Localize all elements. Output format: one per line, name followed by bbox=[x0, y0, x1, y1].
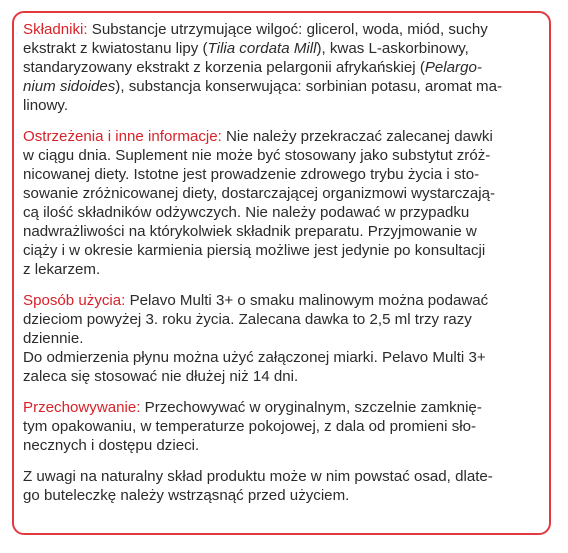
section-usage bbox=[23, 291, 543, 386]
latin-name: Pelargo- bbox=[424, 59, 482, 76]
text-line: dziennie. bbox=[23, 330, 84, 347]
text-line: necznych i dostępu dzieci. bbox=[23, 437, 200, 454]
leaflet-text bbox=[23, 20, 543, 505]
text-line bbox=[23, 20, 543, 39]
text-fragment: ekstrakt z kwiatostanu lipy ( bbox=[23, 40, 208, 57]
text-line: z lekarzem. bbox=[23, 261, 101, 278]
section-label: Przechowywanie: bbox=[23, 399, 141, 416]
section-label: Składniki: bbox=[23, 21, 88, 38]
section-label: Sposób użycia: bbox=[23, 292, 126, 309]
text-line bbox=[23, 77, 543, 96]
text-fragment: ), kwas L-askorbinowy, bbox=[316, 40, 469, 57]
text-line: zaleca się stosować nie dłużej niż 14 dni. bbox=[23, 368, 299, 385]
text-line: Do odmierzenia płynu można użyć załączonej miarki. Pelavo Multi 3+ bbox=[23, 349, 486, 366]
text-line: Z uwagi na naturalny skład produktu może w nim powstać osad, dlate- bbox=[23, 468, 493, 485]
text-line: nicowanej diety. Istotne jest prowadzenie zdrowego trybu życia i sto- bbox=[23, 166, 480, 183]
section-warnings bbox=[23, 127, 543, 279]
text-line: w ciągu dnia. Suplement nie może być stosowany jako substytut zróż- bbox=[23, 147, 491, 164]
text-fragment: standaryzowany ekstrakt z korzenia pelargonii afrykańskiej ( bbox=[23, 59, 425, 76]
text-line bbox=[23, 39, 543, 58]
text-fragment: Substancje utrzymujące wilgoć: glicerol, woda, miód, suchy bbox=[87, 21, 488, 38]
text-line: linowy. bbox=[23, 97, 69, 114]
section-label: Ostrzeżenia i inne informacje: bbox=[23, 128, 222, 145]
text-line: dzieciom powyżej 3. roku życia. Zalecana dawka to 2,5 ml trzy razy bbox=[23, 311, 472, 328]
text-fragment: ), substancja konserwująca: sorbinian potasu, aromat ma- bbox=[115, 78, 503, 95]
text-line: sowanie zróżnicowanej diety, dostarczającej organizmowi wystarczają- bbox=[23, 185, 496, 202]
text-line bbox=[23, 398, 543, 417]
section-ingredients bbox=[23, 20, 543, 115]
latin-name: nium sidoides bbox=[23, 78, 116, 95]
latin-name: Tilia cordata Mill bbox=[207, 40, 317, 57]
section-storage bbox=[23, 398, 543, 455]
text-line bbox=[23, 291, 543, 310]
text-line: cą ilość składników odżywczych. Nie należy podawać w przypadku bbox=[23, 204, 470, 221]
text-line: ciąży i w okresie karmienia piersią możliwe jest jedynie po konsultacji bbox=[23, 242, 486, 259]
text-fragment: Przechowywać w oryginalnym, szczelnie zamknię- bbox=[140, 399, 482, 416]
text-line: tym opakowaniu, w temperaturze pokojowej, z dala od promieni sło- bbox=[23, 418, 477, 435]
text-line bbox=[23, 127, 543, 146]
text-fragment: Pelavo Multi 3+ o smaku malinowym można podawać bbox=[125, 292, 489, 309]
section-note bbox=[23, 467, 543, 505]
text-fragment: Nie należy przekraczać zalecanej dawki bbox=[221, 128, 493, 145]
text-line: nadwrażliwości na którykolwiek składnik preparatu. Przyjmowanie w bbox=[23, 223, 477, 240]
text-line bbox=[23, 58, 543, 77]
text-line: go buteleczkę należy wstrząsnąć przed użyciem. bbox=[23, 487, 350, 504]
